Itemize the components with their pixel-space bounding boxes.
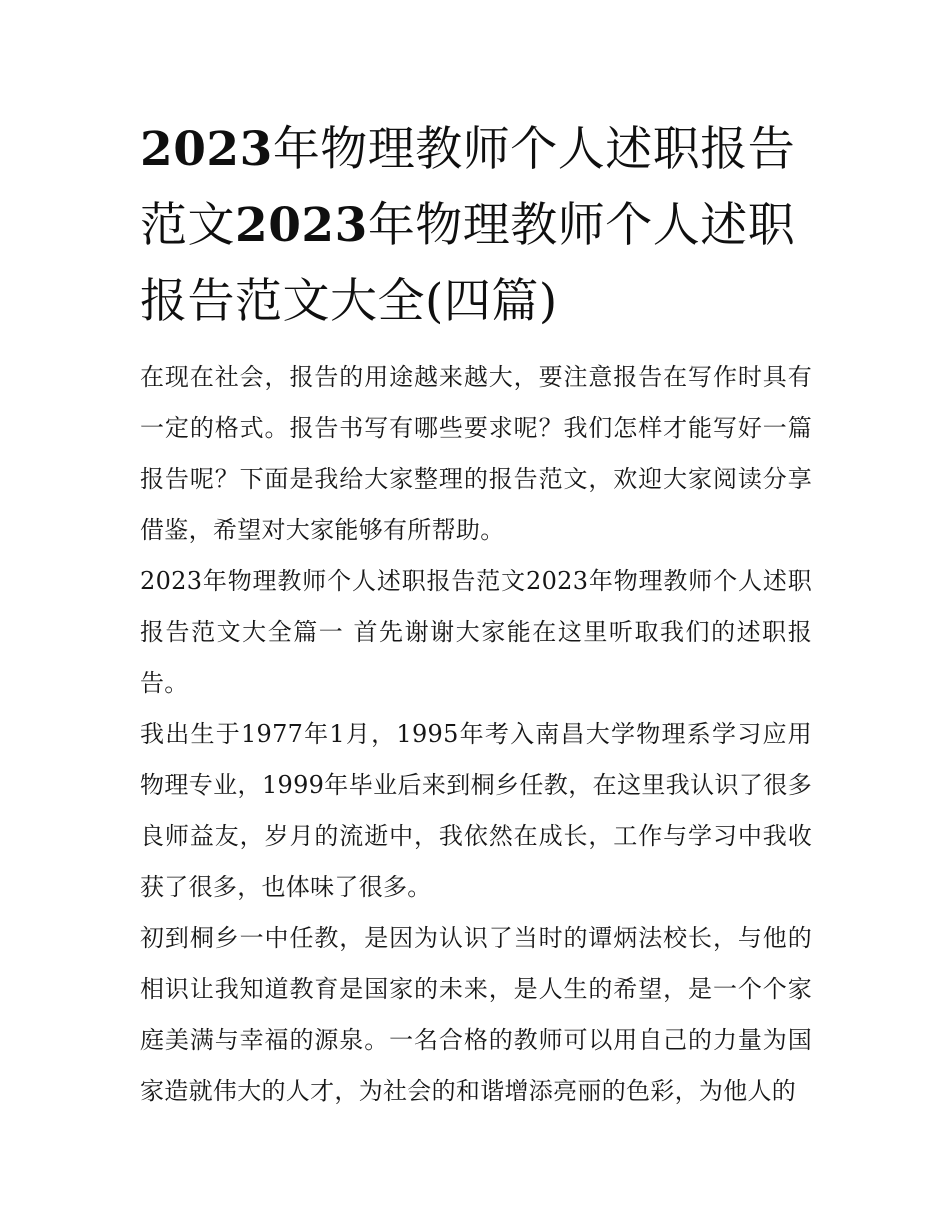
- title-part: 2023: [140, 122, 273, 177]
- title-part: 年物理教师个人述职报告范文大全(四篇): [140, 198, 796, 329]
- paragraph-background: 我出生于1977年1月，1995年考入南昌大学物理系学习应用物理专业，1999年毕业后来到桐乡任教，在这里我认识了很多良师益友，岁月的流逝中，我依然在成长，工作与学习中我收获了很多，也体味了很多。: [140, 720, 812, 901]
- document-title: [140, 112, 812, 340]
- paragraph-intro: 在现在社会，报告的用途越来越大，要注意报告在写作时具有一定的格式。报告书写有哪些要求呢？我们怎样才能写好一篇报告呢？下面是我给大家整理的报告范文，欢迎大家阅读分享借鉴，希望对大家能够有所帮助。: [140, 363, 812, 544]
- paragraph-heading-1: 2023年物理教师个人述职报告范文2023年物理教师个人述职报告范文大全篇一 首先谢谢大家能在这里听取我们的述职报告。: [140, 567, 812, 697]
- title-part: 2023: [235, 198, 368, 253]
- document-body: [140, 352, 812, 1117]
- paragraph-career: 初到桐乡一中任教，是因为认识了当时的谭炳法校长，与他的相识让我知道教育是国家的未来，是人生的希望，是一个个家庭美满与幸福的源泉。一名合格的教师可以用自己的力量为国家造就伟大的人才，为社会的和谐增添亮丽的色彩，为他人的: [140, 924, 812, 1105]
- document-content: [140, 112, 812, 1117]
- title-part: 年物理教师个人述职报告范文: [140, 122, 796, 253]
